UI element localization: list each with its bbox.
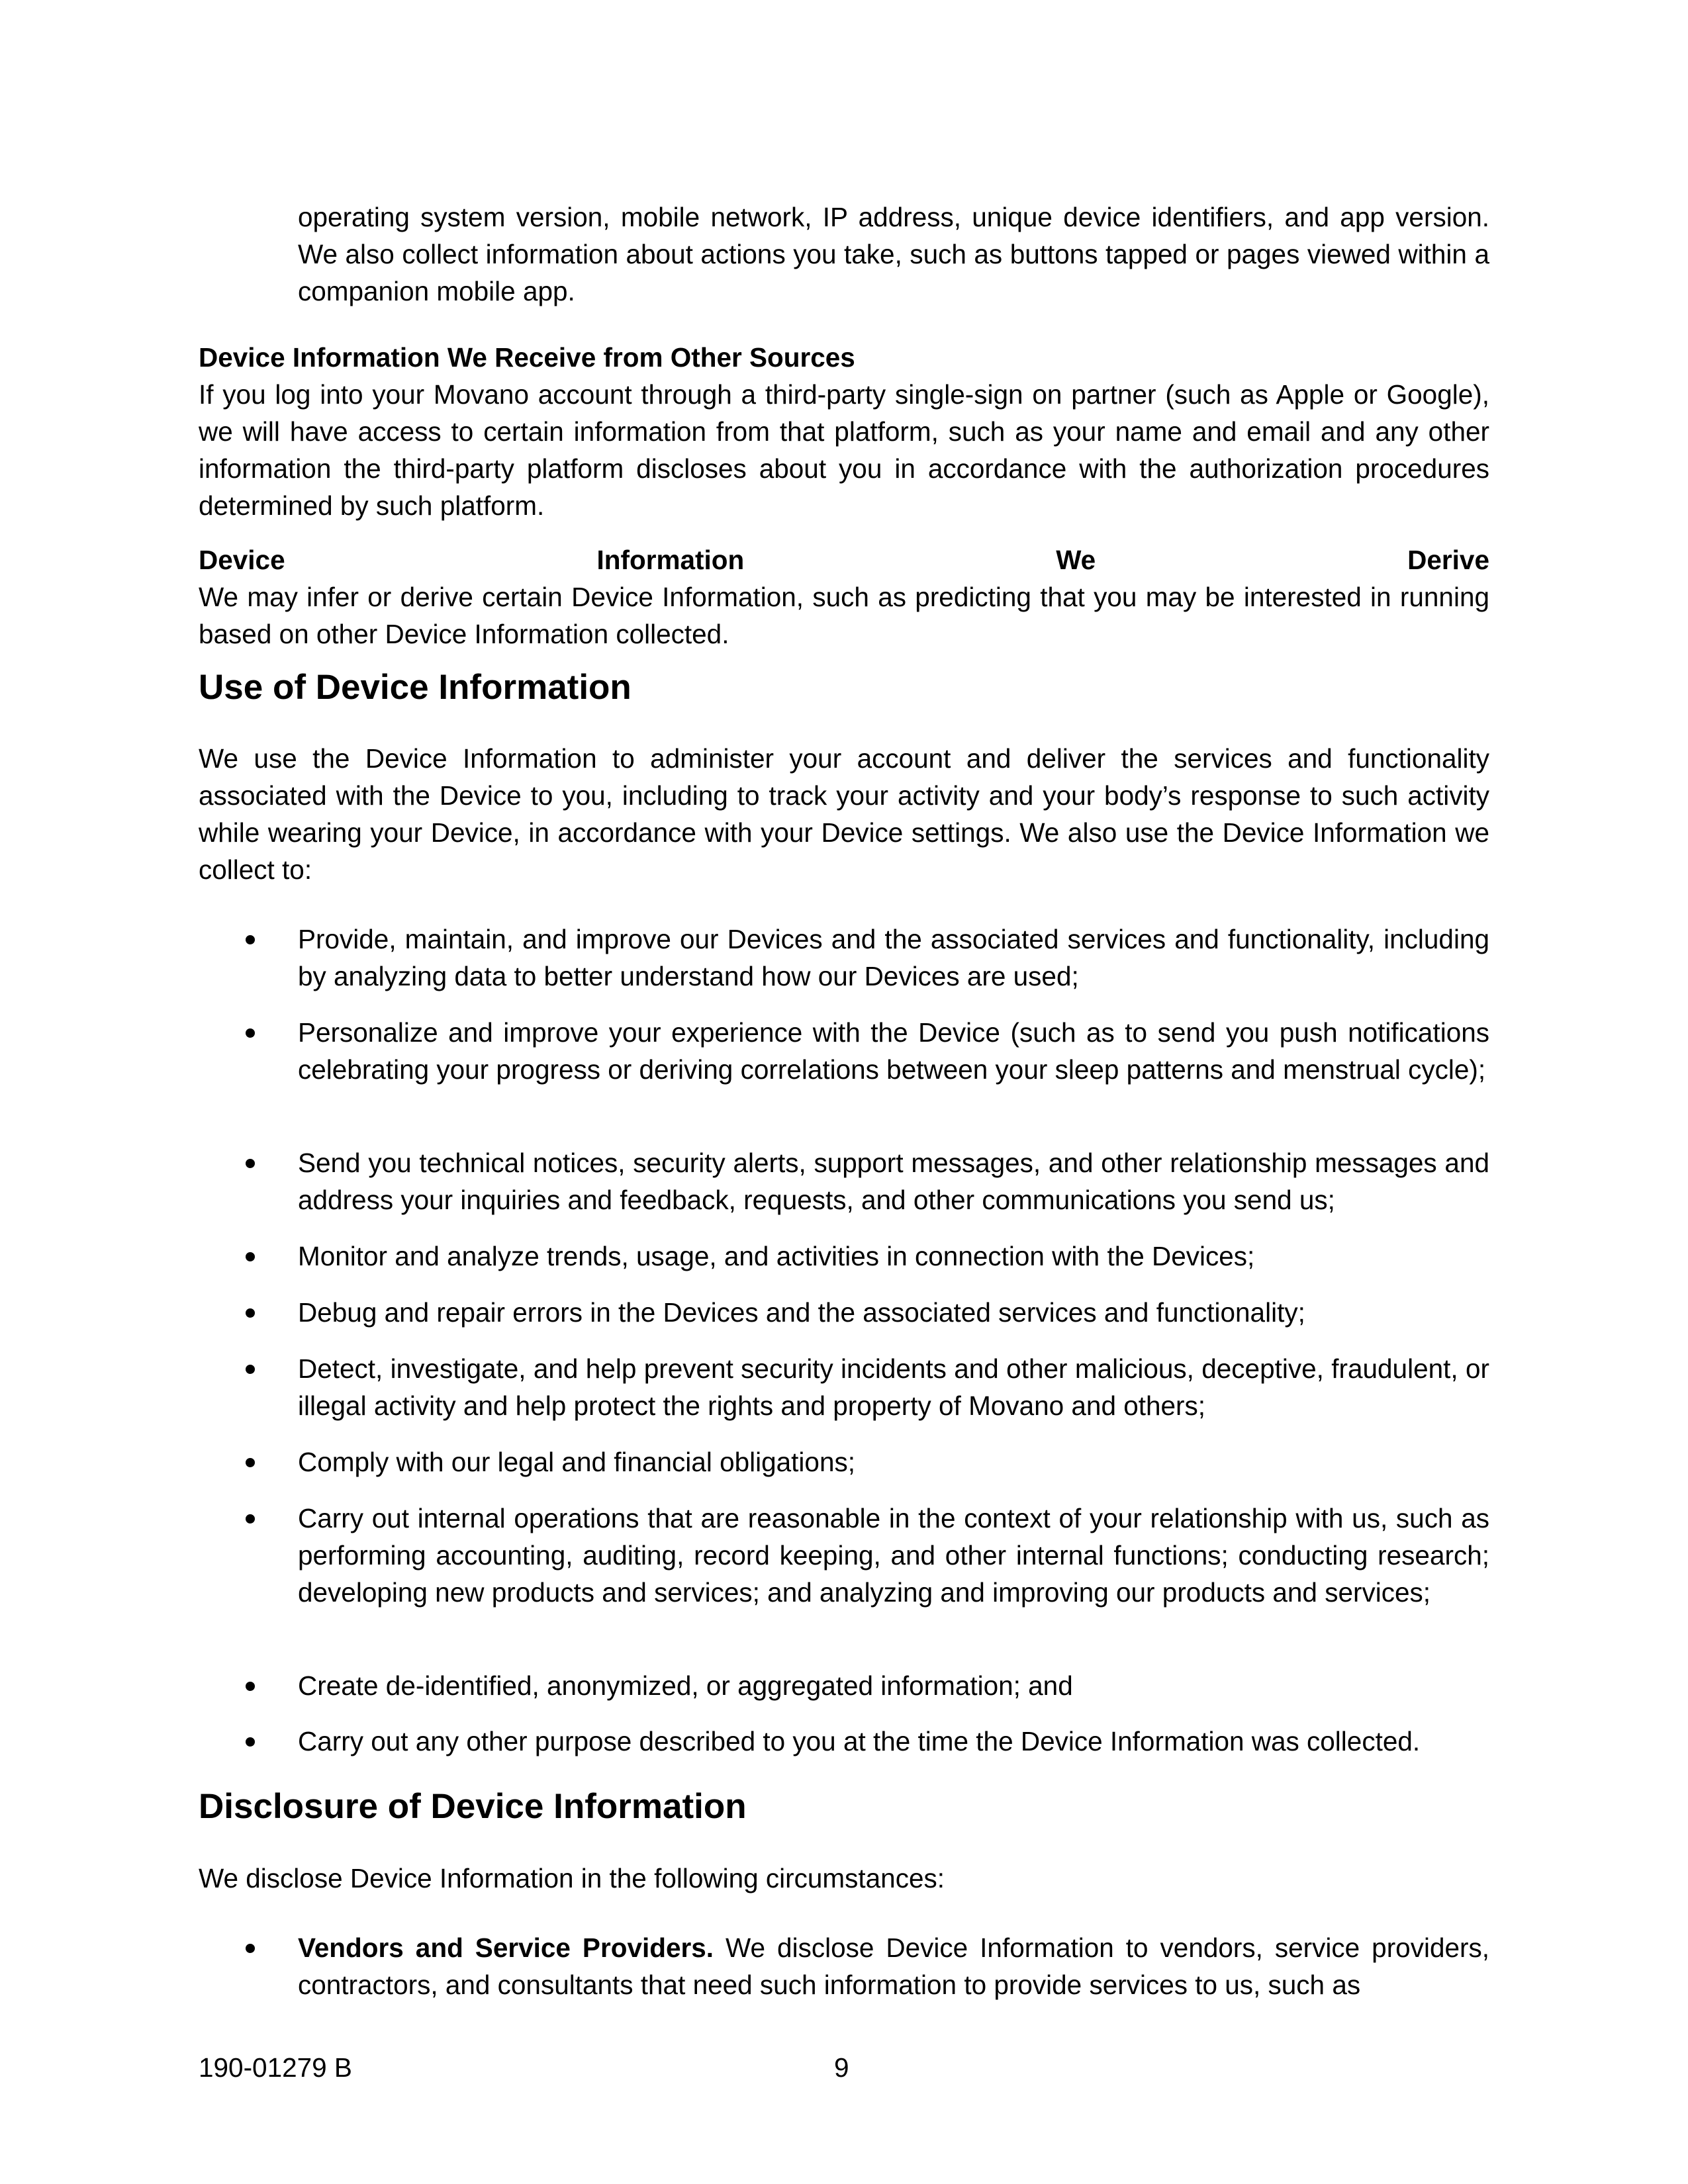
use-section-heading: Use of Device Information: [199, 668, 632, 707]
intro-paragraph-text: operating system version, mobile network, IP address, unique device identifiers, and app version. We also collect information about actions you take, such as buttons tapped or pages viewed within a companion mobile app.: [298, 202, 1489, 306]
page-number: 9: [834, 2052, 849, 2083]
bullet-icon: [246, 935, 255, 944]
list-item-text: Detect, investigate, and help prevent security incidents and other malicious, deceptive, fraudulent, or illegal activity and help protect the rights and property of Movano and others;: [298, 1353, 1489, 1421]
derive-heading-word: We: [1056, 545, 1096, 575]
other-sources-heading: Device Information We Receive from Other Sources: [199, 342, 855, 373]
other-sources-body: If you log into your Movano account through a third-party single-sign on partner (such as Apple or Google), we will have access to certain information from that platform, such as your name and email and any other information the third-party platform discloses about you in accordance with the authorization procedures determined by such platform.: [199, 379, 1489, 521]
other-sources-section: [199, 339, 1489, 524]
bullet-icon: [246, 1252, 255, 1261]
derive-heading-word: Derive: [1407, 545, 1489, 575]
list-item-text: Provide, maintain, and improve our Devices and the associated services and functionality, including by analyzing data to better understand how our Devices are used;: [298, 924, 1489, 991]
bullet-icon: [246, 1028, 255, 1038]
page-footer: [199, 2049, 1489, 2086]
list-item: [199, 1667, 1489, 1704]
bullet-icon: [246, 1458, 255, 1467]
list-item: [199, 1443, 1489, 1480]
list-item: [199, 1294, 1489, 1331]
list-item-text: Send you technical notices, security alerts, support messages, and other relationship messages and address your inquiries and feedback, requests, and other communications you send us;: [298, 1148, 1489, 1215]
derive-heading-word: Device: [199, 545, 285, 575]
list-item-text: Carry out internal operations that are reasonable in the context of your relationship with us, such as performing accounting, auditing, record keeping, and other internal functions; conducting research; developing new products and services; and analyzing and improving our products and services;: [298, 1503, 1489, 1608]
list-item-text: Debug and repair errors in the Devices and the associated services and functionality;: [298, 1297, 1305, 1328]
list-item: [199, 1723, 1489, 1760]
document-number: 190-01279 B: [199, 2052, 352, 2083]
list-item: [199, 1144, 1489, 1218]
list-item-text: Create de-identified, anonymized, or aggregated information; and: [298, 1670, 1073, 1701]
list-item-text: Monitor and analyze trends, usage, and activities in connection with the Devices;: [298, 1241, 1255, 1271]
use-section-intro-text: We use the Device Information to administer your account and deliver the services and functionality associated with the Device to you, including to track your activity and your body’s response to such activity while wearing your Device, in accordance with your Device settings. We also use the Device Information we collect to:: [199, 743, 1489, 885]
bullet-icon: [246, 1514, 255, 1524]
bullet-lead-text: Vendors and Service Providers.: [298, 1933, 714, 1963]
list-item: [199, 921, 1489, 995]
use-section-intro: [199, 740, 1489, 888]
list-item: [199, 1929, 1489, 2003]
bullet-icon: [246, 1737, 255, 1747]
derive-heading: [199, 541, 1489, 578]
bullet-icon: [246, 1944, 255, 1953]
intro-paragraph: [298, 199, 1489, 310]
list-item: [199, 1238, 1489, 1275]
derive-section: [199, 541, 1489, 653]
list-item-text: Comply with our legal and financial obligations;: [298, 1447, 855, 1477]
bullet-body-text: We disclose Device Information to vendors, service providers, contractors, and consultants that need such information to provide services to us, such as: [298, 1933, 1489, 2000]
list-item-text: Personalize and improve your experience with the Device (such as to send you push notifications celebrating your progress or deriving correlations between your sleep patterns and menstrual cycle);: [298, 1017, 1489, 1085]
disclosure-section-heading: Disclosure of Device Information: [199, 1787, 747, 1826]
list-item-text: Carry out any other purpose described to you at the time the Device Information was collected.: [298, 1726, 1421, 1756]
disclosure-section-intro-text: We disclose Device Information in the following circumstances:: [199, 1863, 945, 1893]
list-item: [199, 1500, 1489, 1611]
bullet-icon: [246, 1365, 255, 1374]
bullet-icon: [246, 1159, 255, 1168]
derive-body: We may infer or derive certain Device Information, such as predicting that you may be interested in running based on other Device Information collected.: [199, 582, 1489, 649]
list-item: [199, 1350, 1489, 1424]
disclosure-section-intro: [199, 1860, 1489, 1897]
list-item-text: [298, 1929, 1489, 2003]
derive-heading-word: Information: [596, 545, 745, 575]
list-item: [199, 1014, 1489, 1088]
bullet-icon: [246, 1682, 255, 1691]
bullet-icon: [246, 1308, 255, 1318]
